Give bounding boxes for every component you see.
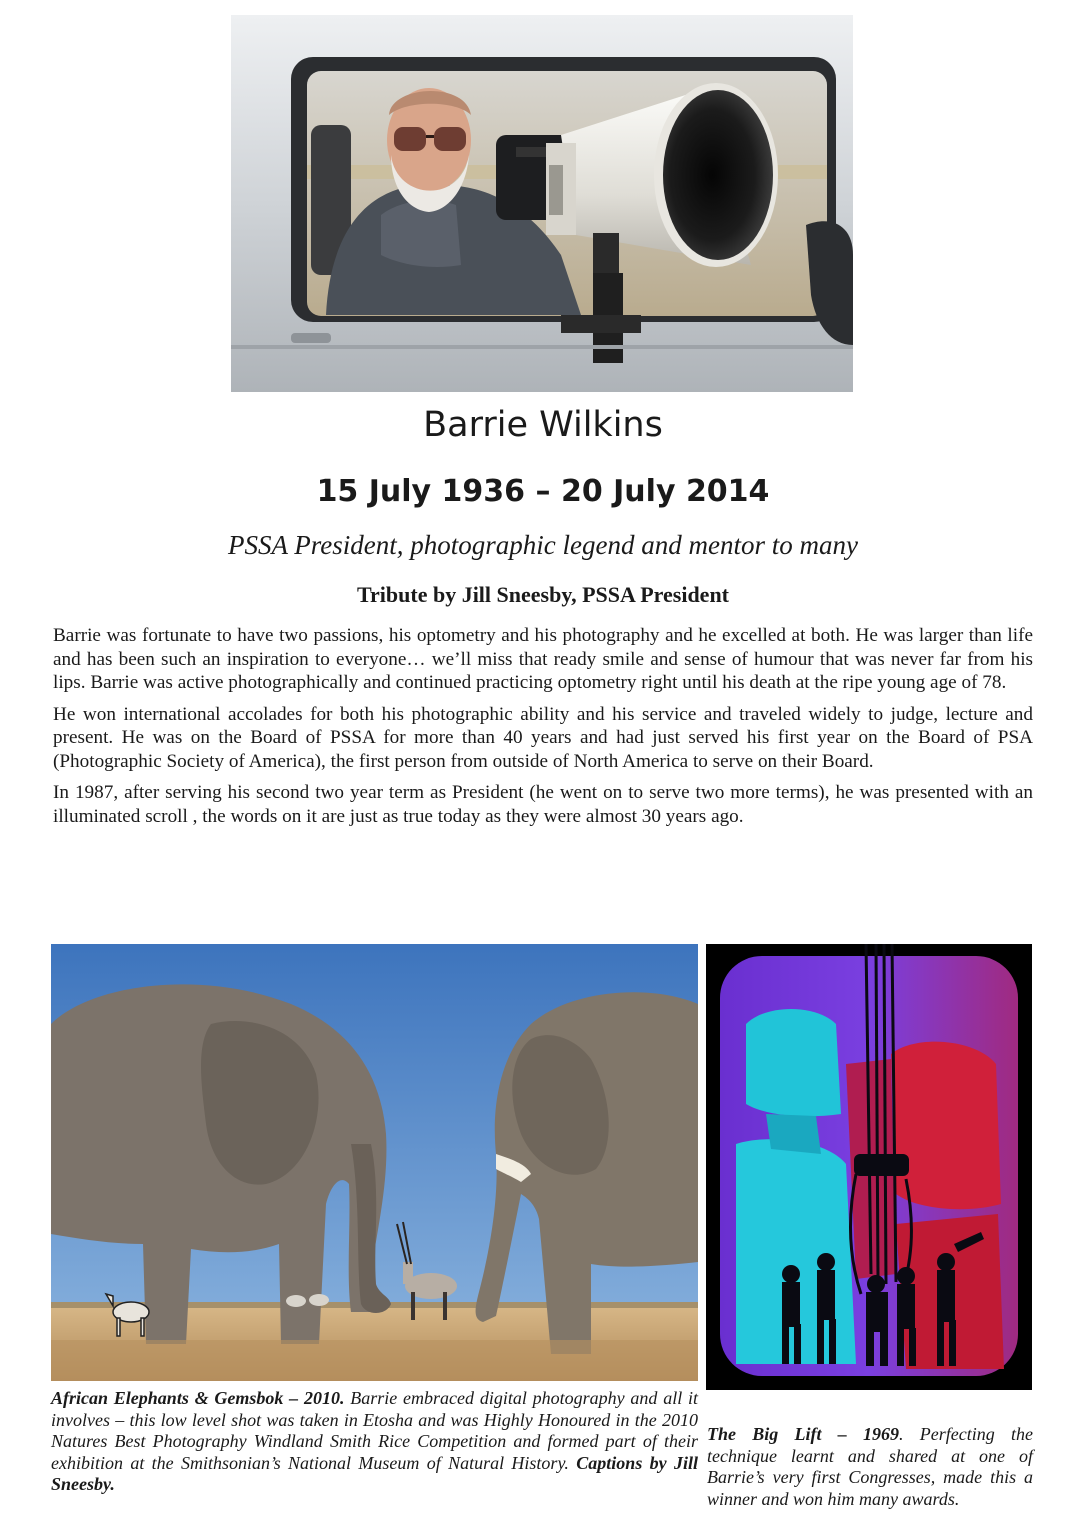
caption-text: Barrie embraced digital photography and all it involves – this low level shot was taken in Etosha and was Highly Honoured in the 2010 Natures Best Photography Windland Smith Rice Competition and formed part of their exhibition at the Smithsonian’s National Museum of Natural History.: [51, 1388, 698, 1473]
photographer-in-car-image: [231, 15, 853, 392]
hero-photo: [231, 15, 853, 392]
big-lift-image: [706, 944, 1032, 1390]
caption-text: . Perfecting the technique learnt and shared at one of Barrie’s very first Congresses, made this a winner and won him many awards.: [707, 1424, 1033, 1509]
big-lift-photo: [706, 944, 1032, 1390]
page-title: Barrie Wilkins: [423, 405, 663, 445]
subtitle: PSSA President, photographic legend and mentor to many: [228, 530, 858, 560]
elephants-caption: [51, 1388, 698, 1496]
caption-title: African Elephants & Gemsbok – 2010.: [51, 1388, 345, 1408]
elephants-photo: [51, 944, 698, 1381]
paragraph: In 1987, after serving his second two year term as President (he went on to serve two more terms), he was presented with an illuminated scroll , the words on it are just as true today as they were almost 30 years ago.: [53, 782, 1033, 827]
elephants-gemsbok-image: [51, 944, 698, 1381]
byline: Tribute by Jill Sneesby, PSSA President: [356, 582, 730, 607]
big-lift-caption: [707, 1424, 1033, 1510]
life-dates: 15 July 1936 – 20 July 2014: [316, 474, 770, 509]
caption-credit: Captions by Jill Sneesby.: [51, 1452, 699, 1494]
paragraph: He won international accolades for both his photographic ability and his service and traveled widely to judge, lecture and present. He was on the Board of PSSA for more than 40 years and had just served his first year on the Board of PSA (Photographic Society of America), the first person from outside of North America to serve on their Board.: [53, 703, 1033, 772]
paragraph: Barrie was fortunate to have two passions, his optometry and his photography and he excelled at both. He was larger than life and has been such an inspiration to everyone… we’ll miss that ready smile and sense of humour that was never far from his lips. Barrie was active photographically and continued practicing optometry right until his death at the ripe young age of 78.: [53, 625, 1033, 693]
caption-title: The Big Lift – 1969: [707, 1424, 900, 1444]
tribute-body: [53, 624, 1033, 836]
